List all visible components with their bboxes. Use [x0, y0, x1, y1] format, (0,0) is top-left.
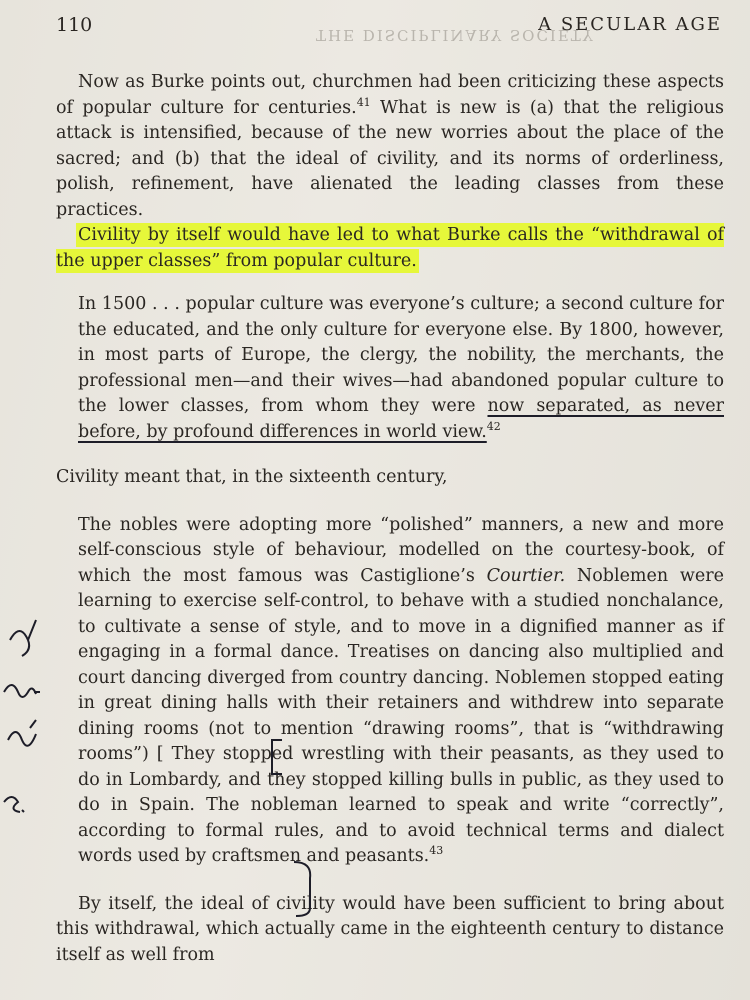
handwritten-margin-notes-icon	[0, 600, 50, 840]
running-head	[56, 14, 722, 44]
highlighted-passage: Civility by itself would have led to what Burke calls the “withdrawal of the upper classes” from popular culture.	[56, 225, 724, 271]
paragraph-burke-continuation: What is new is (a) that the religious attack is intensified, because of the new worries about the place of the sacred; and (b) that the ideal of civility, and its norms of orderliness, polish, refinement, have alienated the leading classes from these practices.	[56, 97, 724, 220]
bracket-mark-icon	[268, 738, 284, 776]
paragraph-civility-meant: Civility meant that, in the sixteenth century,	[56, 467, 448, 487]
paragraph-burke-text: Now as Burke points out, churchmen had been criticizing these aspects of popular culture for centuries.	[56, 72, 724, 118]
page-number: 110	[56, 14, 93, 36]
bleed-through-title: THE DISCIPLINARY SOCIETY	[316, 26, 595, 44]
paragraph-civility-highlight	[56, 223, 724, 274]
paragraph-burke	[56, 70, 724, 223]
block-quote-nobles-text-b: Noblemen were learning to exercise self-control, to behave with a studied nonchalance, to cultivate a sense of style, and to move in a dignified manner as if engaging in a formal dance. Treatises on dancing also multiplied and court dancing diverged from country dancing. Noblemen stopped eating in great dining halls with their retainers and withdrew into separate dining rooms (not to mention “drawing rooms”, that is “withdrawing rooms”) [ They stopped wrestling with their peasants, as they used to do in Lombardy, and they stopped killing bulls in public, as they used to do in Spain. The nobleman learned to speak and write “correctly”, according to formal rules, and to avoid technical terms and dialect words used by craftsmen and peasants.	[78, 565, 724, 866]
note-ref-43: 43	[429, 844, 444, 858]
note-ref-42: 42	[486, 419, 501, 433]
paragraph-by-itself: By itself, the ideal of civility would have been sufficient to bring about this withdrawal, which actually came in the eighteenth century to distance itself as well from	[56, 893, 724, 965]
courtier-title: Courtier.	[486, 565, 566, 586]
running-title: A SECULAR AGE	[538, 14, 722, 35]
block-quote-nobles	[78, 513, 724, 870]
block-quote-1500-text: In 1500 . . . popular culture was everyone’s culture; a second culture for the educated, and the only culture for everyone else. By 1800, however, in most parts of Europe, the clergy, the nobility, the merchants, the professional men—and their wives—had abandoned popular culture to the lower classes, from whom they were	[78, 294, 724, 416]
underlined-passage: now separated, as never before, by profound differences in world view.	[78, 396, 724, 442]
body-text	[56, 70, 724, 968]
note-ref-41: 41	[356, 95, 371, 109]
block-quote-1500	[78, 292, 724, 445]
block-quote-nobles-text-a: The nobles were adopting more “polished” manners, a new and more self-conscious style of behaviour, modelled on the courtesy-book, of which the most famous was Castiglione’s	[78, 514, 724, 586]
closing-bracket-mark-icon	[292, 858, 316, 918]
